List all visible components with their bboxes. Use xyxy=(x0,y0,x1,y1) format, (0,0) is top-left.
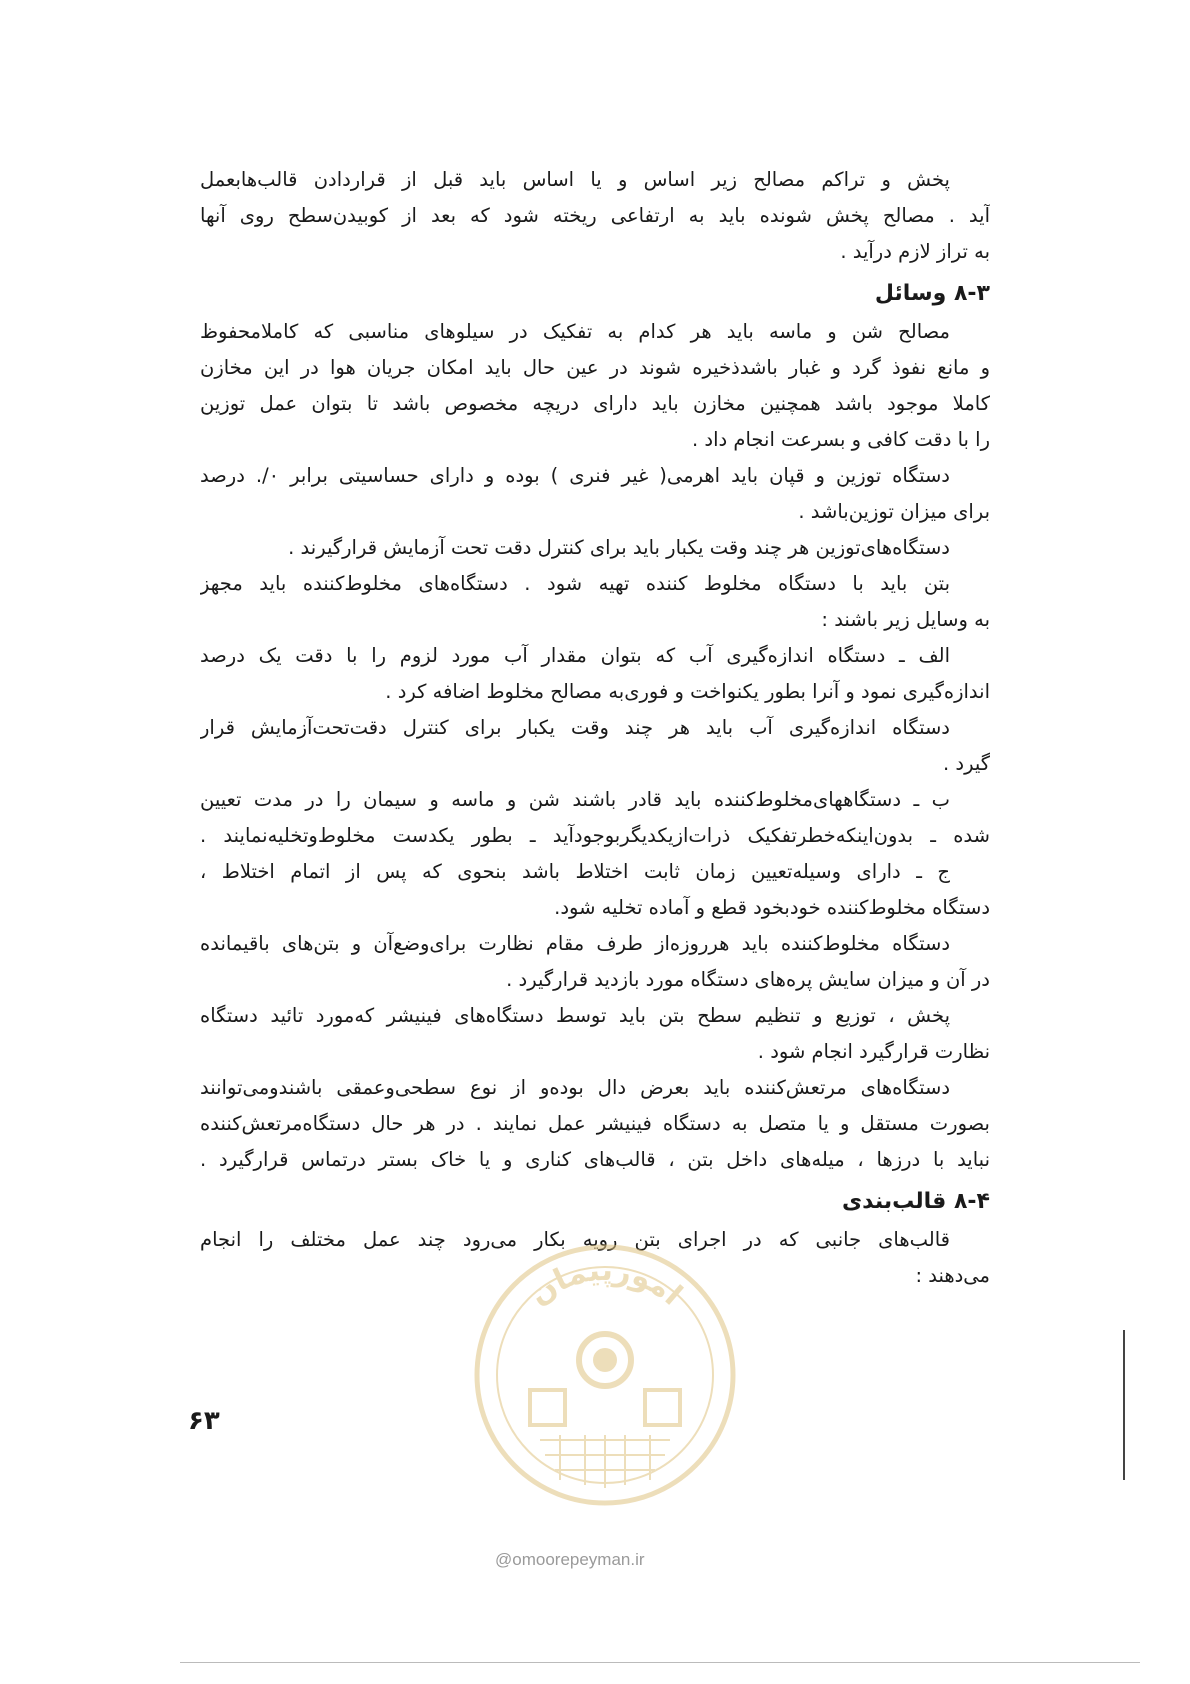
text-line: در آن و میزان سایش پره‌های دستگاه مورد بازدید قرارگیرد . xyxy=(506,968,990,991)
watermark-url: @omoorepeyman.ir xyxy=(495,1550,645,1569)
text-line: شده ـ بدون‌اینکه‌خطرتفکیک ذرات‌ازیکدیگربوجودآید ـ بطور یکدست مخلوط‌وتخلیه‌نمایند . xyxy=(200,824,990,847)
paragraph xyxy=(200,530,990,566)
text-line: پخش ، توزیع و تنظیم سطح بتن باید توسط دستگاه‌های فینیشر که‌مورد تائید دستگاه xyxy=(200,1004,950,1027)
section-heading: ۸-۴ قالب‌بندی xyxy=(842,1189,990,1214)
watermark-logo xyxy=(470,1240,740,1510)
text-line: بصورت مستقل و یا متصل به دستگاه فینیشر عمل نمایند . در هر حال دستگاه‌مرتعش‌کننده xyxy=(200,1112,990,1135)
text-line: می‌دهند : xyxy=(915,1264,990,1287)
text-line: و مانع نفوذ گرد و غبار باشدذخیره شوند در عین حال باید امکان جریان هوا در این مخازن xyxy=(200,356,990,379)
text-line: کاملا موجود باشد همچنین مخازن باید دارای دریچه مخصوص باشد تا بتوان عمل توزین xyxy=(200,392,990,415)
text-line: را با دقت کافی و بسرعت انجام داد . xyxy=(692,428,990,451)
text-line: مصالح شن و ماسه باید هر کدام به تفکیک در سیلوهای مناسبی که کاملامحفوظ xyxy=(200,320,950,343)
paragraph xyxy=(200,162,990,270)
page-edge-mark xyxy=(180,1662,1140,1663)
page-edge-mark xyxy=(1123,1330,1125,1480)
text-line: گیرد . xyxy=(942,752,990,775)
text-line: پخش و تراکم مصالح زیر اساس و یا اساس باید قبل از قراردادن قالب‌هابعمل xyxy=(200,168,950,191)
document-body xyxy=(200,162,990,1294)
paragraph xyxy=(200,638,990,710)
paragraph xyxy=(200,854,990,926)
paragraph xyxy=(200,1070,990,1178)
text-line: الف ـ دستگاه اندازه‌گیری آب که بتوان مقدار آب مورد لزوم را با دقت یک درصد xyxy=(200,644,950,667)
paragraph xyxy=(200,998,990,1070)
text-line: دستگاه مخلوط‌کننده باید هرروزه‌از طرف مقام نظارت برای‌وضع‌آن و بتن‌های باقیمانده xyxy=(200,932,950,955)
text-line: دستگاه توزین و قپان باید اهرمی( غیر فنری ) بوده و دارای حساسیتی برابر ۰/. درصد xyxy=(200,464,950,487)
text-line: اندازه‌گیری نمود و آنرا بطور یکنواخت و فوری‌به مصالح مخلوط اضافه کرد . xyxy=(385,680,990,703)
paragraph xyxy=(200,314,990,458)
text-line: دستگاه اندازه‌گیری آب باید هر چند وقت یکبار برای کنترل دقت‌تحت‌آزمایش قرار xyxy=(200,716,950,739)
page-number: ۶۳ xyxy=(188,1406,220,1436)
paragraph xyxy=(200,566,990,638)
text-line: آید . مصالح پخش شونده باید به ارتفاعی ریخته شود که بعد از کوبیدن‌سطح روی آنها xyxy=(200,204,990,227)
text-line: نباید با درزها ، میله‌های داخل بتن ، قالب‌های کناری و یا خاک بستر درتماس قرارگیرد . xyxy=(200,1148,990,1171)
text-line: نظارت قرارگیرد انجام شود . xyxy=(757,1040,990,1063)
paragraph xyxy=(200,710,990,782)
text-line: بتن باید با دستگاه مخلوط کننده تهیه شود . دستگاه‌های مخلوط‌کننده باید مجهز xyxy=(200,572,950,595)
paragraph xyxy=(200,458,990,530)
text-line: برای میزان توزین‌باشد . xyxy=(798,500,990,523)
text-line: قالب‌های جانبی که در اجرای بتن رویه بکار می‌رود چند عمل مختلف را انجام xyxy=(200,1228,950,1251)
section-heading: ۸-۳ وسائل xyxy=(874,281,990,306)
text-line: دستگاه‌های مرتعش‌کننده باید بعرض دال بوده‌و از نوع سطحی‌وعمقی باشندومی‌توانند xyxy=(200,1076,950,1099)
paragraph xyxy=(200,926,990,998)
text-line: دستگاه مخلوط‌کننده خودبخود قطع و آماده تخلیه شود. xyxy=(554,896,990,919)
text-line: به وسایل زیر باشند : xyxy=(821,608,990,631)
paragraph xyxy=(200,782,990,854)
watermark-logo-text: امورپیمان xyxy=(522,1252,689,1313)
text-line: دستگاه‌های‌توزین هر چند وقت یکبار باید برای کنترل دقت تحت آزمایش قرارگیرند . xyxy=(288,536,950,559)
text-line: ب ـ دستگاههای‌مخلوط‌کننده باید قادر باشند شن و ماسه و سیمان را در مدت تعیین xyxy=(200,788,950,811)
text-line: به تراز لازم درآید . xyxy=(840,240,990,263)
text-line: ج ـ دارای وسیله‌تعیین زمان ثابت اختلاط باشد بنحوی که پس از اتمام اختلاط ، xyxy=(200,860,950,883)
